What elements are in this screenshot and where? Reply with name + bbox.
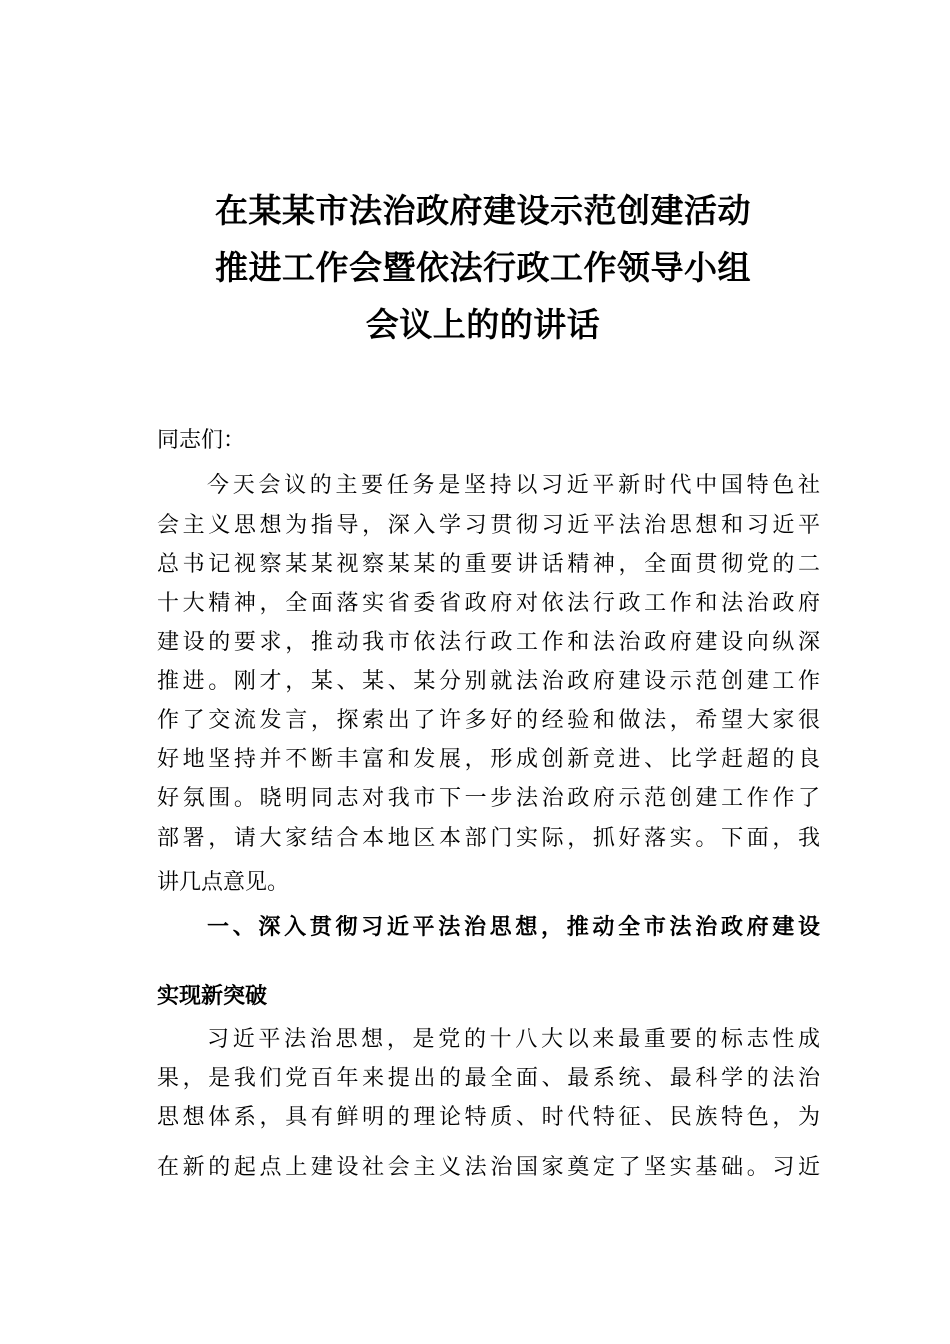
paragraph-line: 作了交流发言，探索出了许多好的经验和做法，希望大家很 bbox=[157, 708, 820, 733]
paragraph-line: 果，是我们党百年来提出的最全面、最系统、最科学的法治 bbox=[157, 1066, 820, 1091]
title-line: 推进工作会暨依法行政工作领导小组 bbox=[215, 248, 751, 287]
paragraph-line: 思想体系，具有鲜明的理论特质、时代特征、民族特色，为 bbox=[157, 1105, 820, 1130]
salutation: 同志们： bbox=[157, 428, 246, 453]
paragraph-line: 今天会议的主要任务是坚持以习近平新时代中国特色社 bbox=[207, 473, 820, 498]
document-title bbox=[0, 182, 950, 353]
paragraph-line: 推进。刚才，某、某、某分别就法治政府建设示范创建工作 bbox=[157, 669, 820, 694]
paragraph-line: 总书记视察某某视察某某的重要讲话精神，全面贯彻党的二 bbox=[157, 552, 820, 577]
paragraph-line: 部署，请大家结合本地区本部门实际，抓好落实。下面，我 bbox=[157, 826, 820, 851]
section-heading: 实现新突破 bbox=[157, 984, 268, 1009]
paragraph-line: 建设的要求，推动我市依法行政工作和法治政府建设向纵深 bbox=[157, 630, 820, 655]
paragraph-line: 会主义思想为指导，深入学习贯彻习近平法治思想和习近平 bbox=[157, 513, 820, 538]
title-line: 在某某市法治政府建设示范创建活动 bbox=[215, 191, 751, 230]
paragraph-line: 讲几点意见。 bbox=[157, 870, 290, 895]
paragraph-line: 好氛围。晓明同志对我市下一步法治政府示范创建工作作了 bbox=[157, 786, 820, 811]
title-line: 会议上的的讲话 bbox=[365, 305, 601, 344]
paragraph-line: 在新的起点上建设社会主义法治国家奠定了坚实基础。习近 bbox=[157, 1155, 820, 1180]
section-heading: 一、深入贯彻习近平法治思想，推动全市法治政府建设 bbox=[207, 915, 820, 940]
paragraph-line: 十大精神，全面落实省委省政府对依法行政工作和法治政府 bbox=[157, 591, 820, 616]
paragraph-line: 习近平法治思想，是党的十八大以来最重要的标志性成 bbox=[207, 1027, 820, 1052]
paragraph-line: 好地坚持并不断丰富和发展，形成创新竞进、比学赶超的良 bbox=[157, 747, 820, 772]
